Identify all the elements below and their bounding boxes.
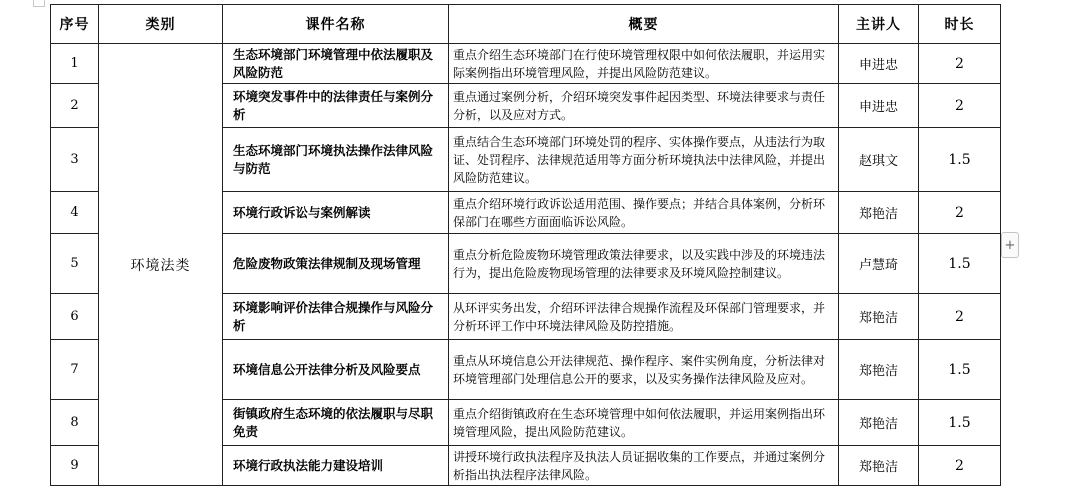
row-no: 9 [51, 446, 99, 486]
course-name: 危险废物政策法律规制及现场管理 [223, 234, 449, 294]
row-no: 7 [51, 340, 99, 400]
row-no: 8 [51, 400, 99, 446]
lecturer: 郑艳洁 [839, 294, 919, 340]
lecturer: 郑艳洁 [839, 446, 919, 486]
row-no: 4 [51, 192, 99, 234]
header-lecturer: 主讲人 [839, 5, 919, 44]
course-summary: 重点分析危险废物环境管理政策法律要求，以及实践中涉及的环境违法行为，提出危险废物现场管理的法律要求及环境风险控制建议。 [449, 234, 839, 294]
course-name: 环境行政诉讼与案例解读 [223, 192, 449, 234]
add-row-button[interactable]: + [1001, 232, 1019, 258]
table-row [51, 44, 1001, 84]
row-no: 6 [51, 294, 99, 340]
course-name: 生态环境部门环境执法操作法律风险与防范 [223, 128, 449, 192]
header-no: 序号 [51, 5, 99, 44]
course-name: 环境行政执法能力建设培训 [223, 446, 449, 486]
header-course-name: 课件名称 [223, 5, 449, 44]
course-summary: 重点从环境信息公开法律规范、操作程序、案件实例角度，分析法律对环境管理部门处理信息公开的要求，以及实务操作法律风险及应对。 [449, 340, 839, 400]
duration: 2 [919, 294, 1001, 340]
duration: 1.5 [919, 400, 1001, 446]
course-summary: 讲授环境行政执法程序及执法人员证据收集的工作要点，并通过案例分析指出执法程序法律风险。 [449, 446, 839, 486]
duration: 2 [919, 446, 1001, 486]
lecturer: 申进忠 [839, 44, 919, 84]
duration: 1.5 [919, 128, 1001, 192]
lecturer: 赵琪文 [839, 128, 919, 192]
duration: 2 [919, 84, 1001, 128]
header-duration: 时长 [919, 5, 1001, 44]
duration: 2 [919, 44, 1001, 84]
course-summary: 重点介绍环境行政诉讼适用范围、操作要点；并结合具体案例，分析环保部门在哪些方面面临诉讼风险。 [449, 192, 839, 234]
lecturer: 郑艳洁 [839, 400, 919, 446]
header-summary: 概要 [449, 5, 839, 44]
course-name: 环境突发事件中的法律责任与案例分析 [223, 84, 449, 128]
course-name: 环境影响评价法律合规操作与风险分析 [223, 294, 449, 340]
course-name: 环境信息公开法律分析及风险要点 [223, 340, 449, 400]
row-no: 1 [51, 44, 99, 84]
course-summary: 重点介绍生态环境部门在行使环境管理权限中如何依法履职，并运用实际案例指出环境管理风险，并提出风险防范建议。 [449, 44, 839, 84]
course-table [50, 4, 1001, 486]
course-summary: 重点介绍街镇政府在生态环境管理中如何依法履职，并运用案例指出环境管理风险，提出风险防范建议。 [449, 400, 839, 446]
lecturer: 卢慧琦 [839, 234, 919, 294]
course-summary: 从环评实务出发，介绍环评法律合规操作流程及环保部门管理要求，并分析环评工作中环境法律风险及防控措施。 [449, 294, 839, 340]
page-corner-marker [33, 0, 45, 7]
duration: 2 [919, 192, 1001, 234]
course-name: 生态环境部门环境管理中依法履职及风险防范 [223, 44, 449, 84]
row-no: 2 [51, 84, 99, 128]
course-summary: 重点结合生态环境部门环境处罚的程序、实体操作要点，从违法行为取证、处罚程序、法律规范适用等方面分析环境执法中法律风险，并提出风险防范建议。 [449, 128, 839, 192]
duration: 1.5 [919, 234, 1001, 294]
duration: 1.5 [919, 340, 1001, 400]
lecturer: 郑艳洁 [839, 192, 919, 234]
course-name: 街镇政府生态环境的依法履职与尽职免责 [223, 400, 449, 446]
row-no: 3 [51, 128, 99, 192]
header-category: 类别 [99, 5, 223, 44]
table-header-row [51, 5, 1001, 44]
lecturer: 申进忠 [839, 84, 919, 128]
row-no: 5 [51, 234, 99, 294]
category-cell: 环境法类 [99, 44, 223, 486]
course-summary: 重点通过案例分析，介绍环境突发事件起因类型、环境法律要求与责任分析，以及应对方式。 [449, 84, 839, 128]
lecturer: 郑艳洁 [839, 340, 919, 400]
